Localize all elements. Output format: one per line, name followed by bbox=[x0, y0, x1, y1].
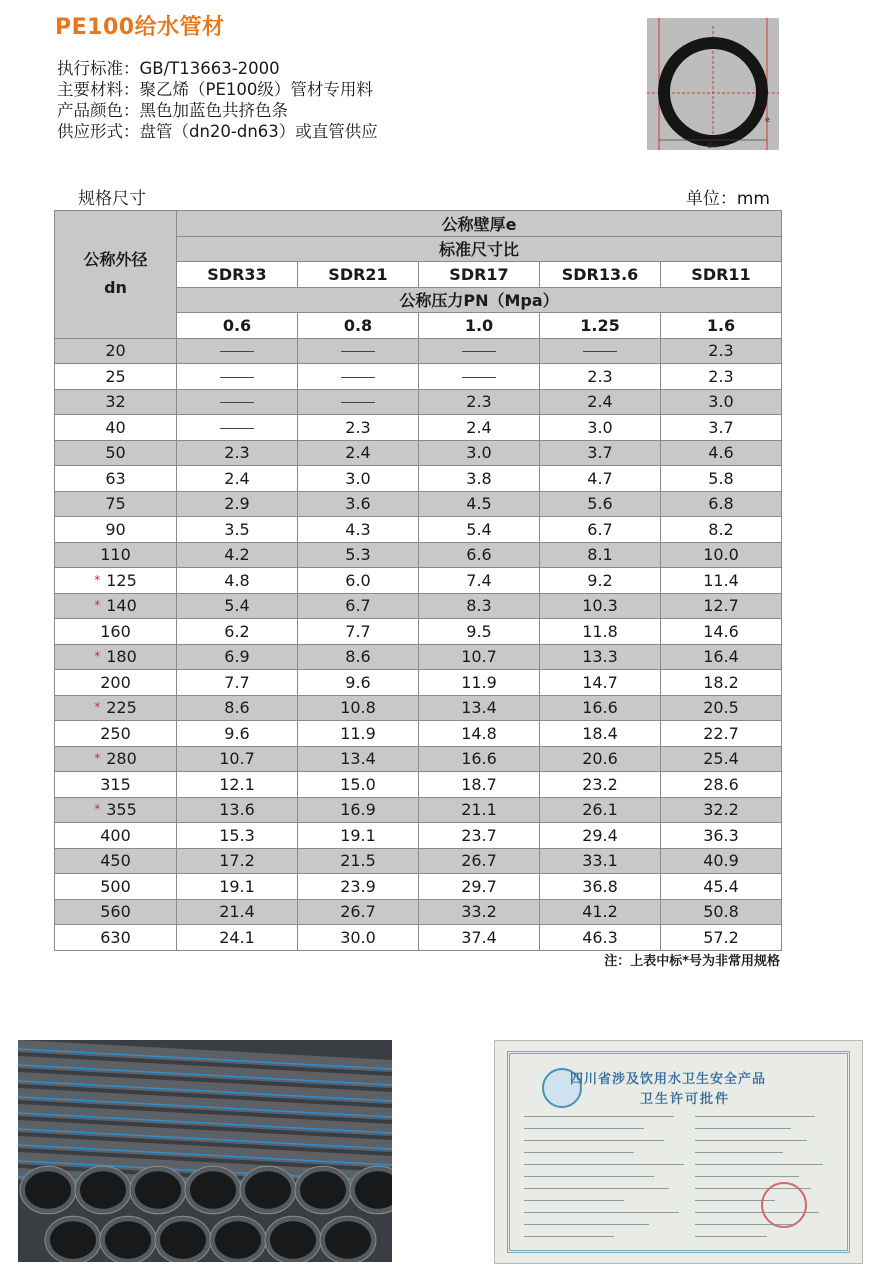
thickness-cell: 2.4 bbox=[419, 415, 540, 441]
thickness-cell: 37.4 bbox=[419, 925, 540, 951]
dn-cell bbox=[55, 517, 177, 543]
certificate-text-line bbox=[695, 1116, 815, 1117]
table-row bbox=[55, 415, 782, 441]
thickness-cell: 2.3 bbox=[661, 338, 782, 364]
thickness-cell: 6.0 bbox=[298, 568, 419, 594]
thickness-cell: 10.0 bbox=[661, 542, 782, 568]
thickness-cell: 9.2 bbox=[540, 568, 661, 594]
uncommon-star-icon: * bbox=[94, 700, 101, 715]
pipe-bore bbox=[105, 1221, 151, 1259]
thickness-cell: 9.5 bbox=[419, 619, 540, 645]
table-row bbox=[55, 848, 782, 874]
thickness-cell: 7.4 bbox=[419, 568, 540, 594]
thickness-cell: 3.0 bbox=[661, 389, 782, 415]
certificate-text-line bbox=[524, 1224, 649, 1225]
thickness-cell: 36.3 bbox=[661, 823, 782, 849]
not-available-dash bbox=[341, 377, 375, 378]
dn-cell bbox=[55, 797, 177, 823]
table-row bbox=[55, 899, 782, 925]
dn-value: 32 bbox=[105, 392, 126, 412]
thickness-cell: 13.6 bbox=[177, 797, 298, 823]
pn-header: 公称压力PN（Mpa） bbox=[177, 287, 782, 313]
dn-cell bbox=[55, 440, 177, 466]
not-available-dash bbox=[220, 428, 254, 429]
not-available-dash bbox=[220, 377, 254, 378]
dn-value: 400 bbox=[100, 825, 131, 845]
thickness-cell: 3.5 bbox=[177, 517, 298, 543]
thickness-cell: 6.8 bbox=[661, 491, 782, 517]
dn-cell bbox=[55, 491, 177, 517]
dn-cell bbox=[55, 619, 177, 645]
table-row bbox=[55, 542, 782, 568]
thickness-cell: 12.7 bbox=[661, 593, 782, 619]
thickness-cell: 57.2 bbox=[661, 925, 782, 951]
thickness-cell bbox=[298, 364, 419, 390]
thickness-cell: 3.7 bbox=[661, 415, 782, 441]
sdr-col: SDR17 bbox=[419, 262, 540, 288]
thickness-cell: 18.2 bbox=[661, 670, 782, 696]
thickness-cell: 30.0 bbox=[298, 925, 419, 951]
pipe-bore bbox=[245, 1171, 291, 1209]
thickness-cell: 7.7 bbox=[298, 619, 419, 645]
pipe-bore bbox=[215, 1221, 261, 1259]
dn-header-unit: dn bbox=[104, 278, 127, 298]
pipe-bore bbox=[190, 1171, 236, 1209]
table-row bbox=[55, 644, 782, 670]
uncommon-star-icon: * bbox=[94, 598, 101, 613]
dn-value: 125 bbox=[106, 570, 137, 590]
certificate-text-line bbox=[695, 1236, 767, 1237]
dn-cell bbox=[55, 542, 177, 568]
thickness-cell: 14.8 bbox=[419, 721, 540, 747]
dn-cell bbox=[55, 670, 177, 696]
spec-table-body bbox=[55, 338, 782, 950]
not-available-dash bbox=[583, 351, 617, 352]
dn-value: 25 bbox=[105, 366, 126, 386]
table-row bbox=[55, 772, 782, 798]
thickness-cell: 2.4 bbox=[177, 466, 298, 492]
spec-list bbox=[57, 58, 378, 142]
dn-header bbox=[55, 211, 177, 339]
pn-col: 1.25 bbox=[540, 313, 661, 339]
pn-col: 0.6 bbox=[177, 313, 298, 339]
dn-value: 225 bbox=[106, 698, 137, 718]
dn-cell bbox=[55, 389, 177, 415]
page-title: PE100给水管材 bbox=[55, 15, 225, 40]
diagram-dn-label: dn bbox=[707, 141, 718, 150]
thickness-cell: 10.7 bbox=[419, 644, 540, 670]
dn-value: 140 bbox=[106, 596, 137, 616]
not-available-dash bbox=[220, 351, 254, 352]
thickness-cell: 32.2 bbox=[661, 797, 782, 823]
table-row bbox=[55, 364, 782, 390]
uncommon-star-icon: * bbox=[94, 751, 101, 766]
thickness-cell: 11.4 bbox=[661, 568, 782, 594]
table-row bbox=[55, 823, 782, 849]
thickness-cell: 46.3 bbox=[540, 925, 661, 951]
pn-col: 1.0 bbox=[419, 313, 540, 339]
pipe-bundle-photo bbox=[18, 1040, 392, 1262]
pn-col: 1.6 bbox=[661, 313, 782, 339]
thickness-cell: 8.6 bbox=[177, 695, 298, 721]
certificate-text-line bbox=[524, 1200, 624, 1201]
thickness-cell bbox=[298, 338, 419, 364]
dn-cell bbox=[55, 721, 177, 747]
thickness-cell: 45.4 bbox=[661, 874, 782, 900]
spec-supply: 供应形式：盘管（dn20-dn63）或直管供应 bbox=[57, 122, 378, 141]
thickness-cell: 26.7 bbox=[419, 848, 540, 874]
certificate-title: 四川省涉及饮用水卫生安全产品 bbox=[570, 1072, 767, 1087]
thickness-cell: 6.7 bbox=[540, 517, 661, 543]
not-available-dash bbox=[341, 402, 375, 403]
table-row bbox=[55, 389, 782, 415]
certificate-text-line bbox=[524, 1164, 684, 1165]
certificate-border bbox=[507, 1051, 850, 1253]
thickness-cell: 41.2 bbox=[540, 899, 661, 925]
pipe-bore bbox=[135, 1171, 181, 1209]
not-available-dash bbox=[462, 377, 496, 378]
thickness-cell: 4.5 bbox=[419, 491, 540, 517]
certificate-text-line bbox=[524, 1212, 679, 1213]
thickness-cell: 5.3 bbox=[298, 542, 419, 568]
certificate-text-line bbox=[695, 1164, 823, 1165]
spec-standard: 执行标准：GB/T13663-2000 bbox=[57, 59, 280, 78]
diagram-e-label: e bbox=[765, 115, 770, 124]
thickness-cell: 3.7 bbox=[540, 440, 661, 466]
thickness-cell bbox=[177, 389, 298, 415]
thickness-cell bbox=[540, 338, 661, 364]
uncommon-star-icon: * bbox=[94, 802, 101, 817]
dn-cell bbox=[55, 848, 177, 874]
certificate-text-line bbox=[695, 1140, 807, 1141]
thickness-cell: 4.2 bbox=[177, 542, 298, 568]
thickness-cell: 16.6 bbox=[540, 695, 661, 721]
thickness-cell: 3.8 bbox=[419, 466, 540, 492]
sdr-col: SDR11 bbox=[661, 262, 782, 288]
certificate-text-line bbox=[524, 1176, 654, 1177]
thickness-cell: 21.1 bbox=[419, 797, 540, 823]
unit-label: 单位：mm bbox=[685, 189, 770, 209]
thickness-cell: 22.7 bbox=[661, 721, 782, 747]
dn-value: 560 bbox=[100, 902, 131, 922]
thickness-cell: 9.6 bbox=[298, 670, 419, 696]
thickness-cell: 4.8 bbox=[177, 568, 298, 594]
thickness-cell bbox=[177, 364, 298, 390]
dn-header-label: 公称外径 bbox=[83, 250, 148, 270]
thickness-cell: 50.8 bbox=[661, 899, 782, 925]
dn-cell bbox=[55, 415, 177, 441]
pipe-bore bbox=[160, 1221, 206, 1259]
thickness-cell: 8.2 bbox=[661, 517, 782, 543]
thickness-cell: 25.4 bbox=[661, 746, 782, 772]
pipe-bore bbox=[325, 1221, 371, 1259]
thickness-cell: 6.7 bbox=[298, 593, 419, 619]
dn-value: 50 bbox=[105, 443, 126, 463]
certificate-subtitle: 卫生许可批件 bbox=[640, 1092, 731, 1107]
thickness-cell: 26.7 bbox=[298, 899, 419, 925]
thickness-cell: 6.6 bbox=[419, 542, 540, 568]
dn-value: 20 bbox=[105, 341, 126, 361]
sdr-header: 标准尺寸比 bbox=[177, 236, 782, 262]
thickness-cell: 33.2 bbox=[419, 899, 540, 925]
thickness-cell: 16.4 bbox=[661, 644, 782, 670]
thickness-cell: 29.4 bbox=[540, 823, 661, 849]
sdr-col: SDR13.6 bbox=[540, 262, 661, 288]
thickness-cell: 18.4 bbox=[540, 721, 661, 747]
thickness-cell: 28.6 bbox=[661, 772, 782, 798]
thickness-cell: 11.9 bbox=[298, 721, 419, 747]
thickness-cell: 2.3 bbox=[661, 364, 782, 390]
dn-cell bbox=[55, 695, 177, 721]
dn-value: 450 bbox=[100, 851, 131, 871]
dn-cell bbox=[55, 823, 177, 849]
dn-value: 40 bbox=[105, 417, 126, 437]
not-available-dash bbox=[462, 351, 496, 352]
thickness-cell: 17.2 bbox=[177, 848, 298, 874]
thickness-cell: 5.6 bbox=[540, 491, 661, 517]
dn-cell bbox=[55, 899, 177, 925]
thickness-cell: 2.3 bbox=[177, 440, 298, 466]
thickness-cell: 2.3 bbox=[540, 364, 661, 390]
thickness-cell: 15.3 bbox=[177, 823, 298, 849]
wall-thickness-header: 公称壁厚e bbox=[177, 211, 782, 237]
certificate-stamp-icon bbox=[761, 1182, 807, 1228]
dn-value: 90 bbox=[105, 519, 126, 539]
pn-col: 0.8 bbox=[298, 313, 419, 339]
certificate-text-line bbox=[695, 1128, 791, 1129]
thickness-cell: 21.4 bbox=[177, 899, 298, 925]
table-row bbox=[55, 517, 782, 543]
dn-value: 63 bbox=[105, 468, 126, 488]
thickness-cell: 6.2 bbox=[177, 619, 298, 645]
thickness-cell: 2.4 bbox=[298, 440, 419, 466]
thickness-cell: 8.6 bbox=[298, 644, 419, 670]
thickness-cell: 10.7 bbox=[177, 746, 298, 772]
thickness-cell: 13.4 bbox=[298, 746, 419, 772]
thickness-cell: 11.8 bbox=[540, 619, 661, 645]
thickness-cell: 13.3 bbox=[540, 644, 661, 670]
dn-cell bbox=[55, 925, 177, 951]
table-note: 注：上表中标*号为非常用规格 bbox=[604, 954, 780, 969]
thickness-cell: 14.7 bbox=[540, 670, 661, 696]
spec-color: 产品颜色：黑色加蓝色共挤色条 bbox=[57, 101, 288, 120]
thickness-cell: 13.4 bbox=[419, 695, 540, 721]
thickness-cell: 2.3 bbox=[298, 415, 419, 441]
thickness-cell: 6.9 bbox=[177, 644, 298, 670]
pipe-cross-section-diagram bbox=[647, 18, 779, 150]
thickness-cell: 3.0 bbox=[298, 466, 419, 492]
thickness-cell: 19.1 bbox=[177, 874, 298, 900]
thickness-cell: 4.7 bbox=[540, 466, 661, 492]
thickness-cell: 10.3 bbox=[540, 593, 661, 619]
thickness-cell: 29.7 bbox=[419, 874, 540, 900]
thickness-cell: 24.1 bbox=[177, 925, 298, 951]
pipe-ring-icon bbox=[647, 18, 779, 150]
table-row bbox=[55, 338, 782, 364]
table-row bbox=[55, 670, 782, 696]
dn-value: 280 bbox=[106, 749, 137, 769]
thickness-cell: 5.4 bbox=[177, 593, 298, 619]
dn-value: 355 bbox=[106, 800, 137, 820]
thickness-cell: 14.6 bbox=[661, 619, 782, 645]
thickness-cell bbox=[177, 415, 298, 441]
dn-cell bbox=[55, 568, 177, 594]
thickness-cell: 20.5 bbox=[661, 695, 782, 721]
table-row bbox=[55, 874, 782, 900]
dn-value: 315 bbox=[100, 774, 131, 794]
sdr-col: SDR21 bbox=[298, 262, 419, 288]
pipe-bore bbox=[270, 1221, 316, 1259]
table-row bbox=[55, 925, 782, 951]
dn-cell bbox=[55, 644, 177, 670]
thickness-cell: 5.4 bbox=[419, 517, 540, 543]
dn-value: 75 bbox=[105, 494, 126, 514]
spec-material: 主要材料：聚乙烯（PE100级）管材专用料 bbox=[57, 80, 373, 99]
thickness-cell: 3.6 bbox=[298, 491, 419, 517]
thickness-cell: 7.7 bbox=[177, 670, 298, 696]
table-row bbox=[55, 491, 782, 517]
dn-value: 630 bbox=[100, 927, 131, 947]
thickness-cell: 2.9 bbox=[177, 491, 298, 517]
thickness-cell: 15.0 bbox=[298, 772, 419, 798]
dn-value: 200 bbox=[100, 672, 131, 692]
dn-cell bbox=[55, 874, 177, 900]
table-row bbox=[55, 797, 782, 823]
thickness-cell bbox=[298, 389, 419, 415]
dn-cell bbox=[55, 466, 177, 492]
thickness-cell: 3.0 bbox=[540, 415, 661, 441]
table-row bbox=[55, 440, 782, 466]
thickness-cell: 3.0 bbox=[419, 440, 540, 466]
thickness-cell: 8.1 bbox=[540, 542, 661, 568]
thickness-cell: 40.9 bbox=[661, 848, 782, 874]
thickness-cell: 11.9 bbox=[419, 670, 540, 696]
thickness-cell: 23.7 bbox=[419, 823, 540, 849]
section-label: 规格尺寸 bbox=[78, 189, 146, 209]
thickness-cell: 4.3 bbox=[298, 517, 419, 543]
pipe-bore bbox=[300, 1171, 346, 1209]
thickness-cell: 2.4 bbox=[540, 389, 661, 415]
dn-cell bbox=[55, 772, 177, 798]
dn-value: 110 bbox=[100, 545, 131, 565]
uncommon-star-icon: * bbox=[94, 572, 101, 587]
dn-cell bbox=[55, 746, 177, 772]
certificate-text-line bbox=[524, 1128, 644, 1129]
thickness-cell: 19.1 bbox=[298, 823, 419, 849]
certificate-text-line bbox=[695, 1176, 799, 1177]
thickness-cell: 23.9 bbox=[298, 874, 419, 900]
pipe-bore bbox=[25, 1171, 71, 1209]
table-row bbox=[55, 593, 782, 619]
hygiene-certificate bbox=[494, 1040, 863, 1264]
certificate-text-line bbox=[524, 1188, 669, 1189]
dn-cell bbox=[55, 364, 177, 390]
thickness-cell: 12.1 bbox=[177, 772, 298, 798]
pipe-stack-image bbox=[18, 1040, 392, 1262]
dn-value: 180 bbox=[106, 647, 137, 667]
dn-cell bbox=[55, 338, 177, 364]
thickness-cell: 2.3 bbox=[419, 389, 540, 415]
thickness-cell: 16.9 bbox=[298, 797, 419, 823]
thickness-cell: 20.6 bbox=[540, 746, 661, 772]
thickness-cell: 16.6 bbox=[419, 746, 540, 772]
table-row bbox=[55, 568, 782, 594]
thickness-cell bbox=[177, 338, 298, 364]
table-row bbox=[55, 466, 782, 492]
thickness-cell: 33.1 bbox=[540, 848, 661, 874]
thickness-cell: 10.8 bbox=[298, 695, 419, 721]
dn-cell bbox=[55, 593, 177, 619]
uncommon-star-icon: * bbox=[94, 649, 101, 664]
thickness-cell: 5.8 bbox=[661, 466, 782, 492]
certificate-text-line bbox=[695, 1152, 783, 1153]
dn-value: 500 bbox=[100, 876, 131, 896]
spec-table bbox=[54, 210, 782, 951]
thickness-cell: 4.6 bbox=[661, 440, 782, 466]
table-row bbox=[55, 721, 782, 747]
certificate-text-line bbox=[524, 1236, 614, 1237]
table-row bbox=[55, 619, 782, 645]
pipe-bore bbox=[80, 1171, 126, 1209]
certificate-text-line bbox=[524, 1116, 674, 1117]
dn-value: 250 bbox=[100, 723, 131, 743]
sdr-col: SDR33 bbox=[177, 262, 298, 288]
thickness-cell: 8.3 bbox=[419, 593, 540, 619]
thickness-cell: 36.8 bbox=[540, 874, 661, 900]
dn-value: 160 bbox=[100, 621, 131, 641]
certificate-text-line bbox=[524, 1152, 634, 1153]
pipe-bore bbox=[50, 1221, 96, 1259]
not-available-dash bbox=[220, 402, 254, 403]
thickness-cell bbox=[419, 364, 540, 390]
thickness-cell: 21.5 bbox=[298, 848, 419, 874]
table-row bbox=[55, 695, 782, 721]
not-available-dash bbox=[341, 351, 375, 352]
thickness-cell: 9.6 bbox=[177, 721, 298, 747]
thickness-cell: 18.7 bbox=[419, 772, 540, 798]
thickness-cell: 23.2 bbox=[540, 772, 661, 798]
table-row bbox=[55, 746, 782, 772]
thickness-cell bbox=[419, 338, 540, 364]
thickness-cell: 26.1 bbox=[540, 797, 661, 823]
certificate-text-line bbox=[524, 1140, 664, 1141]
